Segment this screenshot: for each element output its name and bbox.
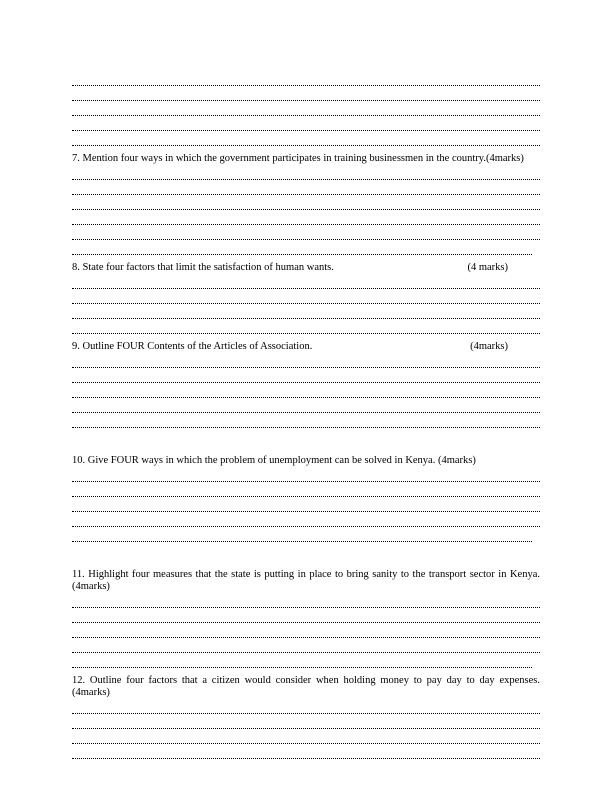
question-8 [72, 262, 540, 274]
answer-line [72, 86, 540, 101]
answer-line [72, 413, 540, 428]
answer-line [72, 383, 540, 398]
answer-line [72, 699, 540, 714]
answer-line [72, 353, 540, 368]
answer-line [72, 593, 540, 608]
answer-line [72, 131, 540, 146]
spacer [72, 428, 540, 448]
answer-area-q7 [72, 165, 540, 255]
question-11: 11. Highlight four measures that the state is putting in place to bring sanity to the transport sector in Kenya.(4marks) [72, 569, 540, 592]
answer-line [72, 240, 532, 255]
answer-line [72, 482, 540, 497]
answer-area-q12 [72, 699, 540, 759]
answer-line [72, 319, 540, 334]
answer-line [72, 608, 540, 623]
answer-line [72, 116, 540, 131]
answer-line [72, 304, 540, 319]
answer-area-q8 [72, 274, 540, 334]
answer-line [72, 623, 540, 638]
answer-line [72, 653, 532, 668]
question-8-text: 8. State four factors that limit the satisfaction of human wants. [72, 262, 334, 273]
answer-line [72, 274, 540, 289]
question-8-marks: (4 marks) [467, 262, 508, 273]
question-9 [72, 341, 540, 353]
answer-line [72, 729, 540, 744]
answer-area-q10 [72, 467, 540, 542]
answer-line [72, 714, 540, 729]
answer-line [72, 368, 540, 383]
answer-line [72, 497, 540, 512]
question-9-text: 9. Outline FOUR Contents of the Articles of Association. [72, 341, 313, 352]
question-7: 7. Mention four ways in which the government participates in training businessmen in the country.(4marks) [72, 153, 524, 164]
answer-line [72, 101, 540, 116]
answer-line [72, 180, 540, 195]
answer-line [72, 398, 540, 413]
question-9-marks: (4marks) [470, 341, 508, 352]
answer-line [72, 638, 540, 653]
answer-line [72, 210, 540, 225]
answer-line [72, 165, 540, 180]
answer-line [72, 289, 540, 304]
question-10: 10. Give FOUR ways in which the problem of unemployment can be solved in Kenya. (4marks) [72, 455, 476, 466]
answer-line [72, 225, 540, 240]
spacer [72, 542, 540, 562]
answer-area-q11 [72, 593, 540, 668]
exam-page [72, 71, 540, 759]
answer-line [72, 744, 540, 759]
answer-line [72, 467, 540, 482]
answer-line [72, 512, 540, 527]
answer-line [72, 195, 540, 210]
answer-line [72, 527, 532, 542]
answer-area-q9 [72, 353, 540, 428]
answer-line [72, 71, 540, 86]
answer-area-q6 [72, 71, 540, 146]
question-12: 12. Outline four factors that a citizen would consider when holding money to pay day to day expenses.(4marks) [72, 675, 540, 698]
